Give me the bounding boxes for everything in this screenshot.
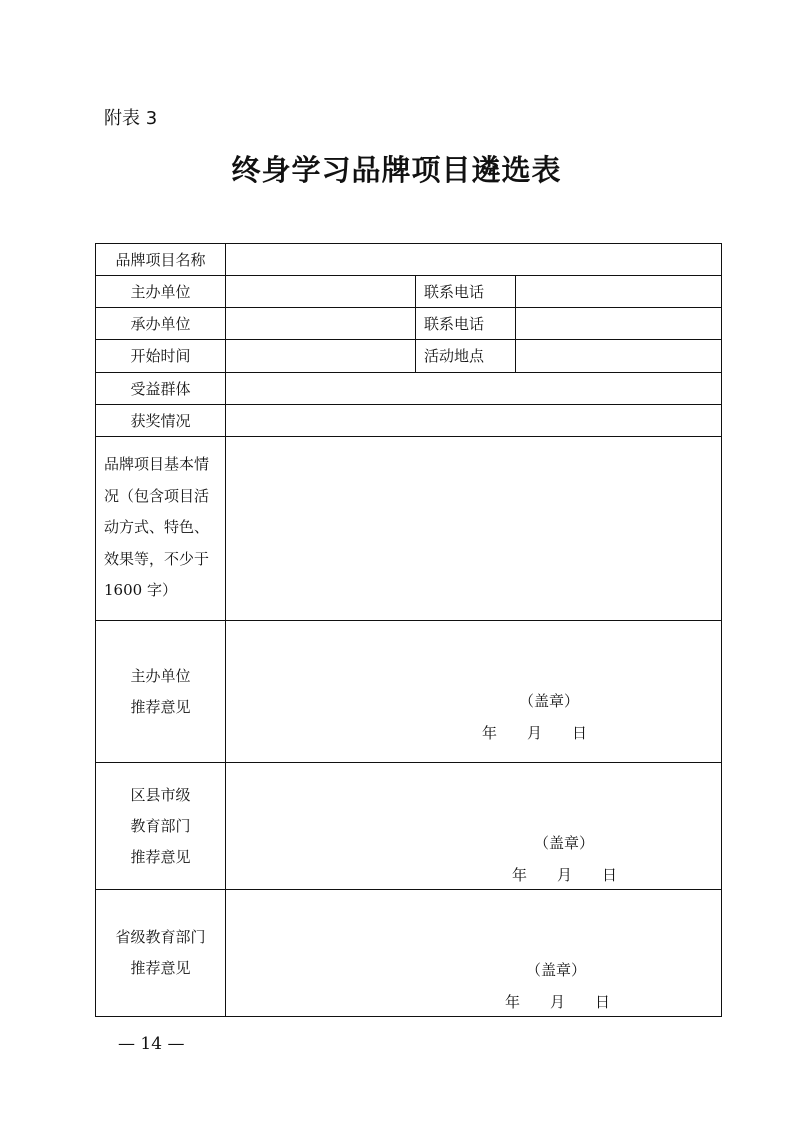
- beneficiary-field[interactable]: [225, 372, 722, 405]
- basic-info-line: 动方式、特色、: [104, 518, 210, 536]
- host-recommendation-field[interactable]: [225, 620, 722, 763]
- label-organizer-unit: 承办单位: [95, 307, 226, 340]
- label-awards: 获奖情况: [95, 404, 226, 437]
- label-start-time: 开始时间: [95, 339, 226, 373]
- page-title: 终身学习品牌项目遴选表: [231, 153, 562, 187]
- label-line: 省级教育部门: [115, 928, 206, 946]
- venue-field[interactable]: [515, 339, 722, 373]
- organizer-unit-field[interactable]: [225, 307, 416, 340]
- label-line: 教育部门: [130, 816, 191, 835]
- label-line: 主办单位: [130, 666, 191, 685]
- label-brand-name: 品牌项目名称: [95, 243, 226, 276]
- label-host-unit: 主办单位: [95, 275, 226, 308]
- label-line: 推荐意见: [130, 847, 191, 866]
- page-number: — 14 —: [118, 1034, 185, 1054]
- date-line: 年 月 日: [482, 724, 588, 742]
- start-time-field[interactable]: [225, 339, 416, 373]
- seal-text: （盖章）: [518, 692, 579, 710]
- label-venue: 活动地点: [415, 339, 516, 373]
- contact-phone-2-field[interactable]: [515, 307, 722, 340]
- label-contact-phone-1: 联系电话: [415, 275, 516, 308]
- date-line: 年 月 日: [512, 866, 618, 884]
- label-basic-info: [95, 436, 226, 621]
- provincial-recommendation-field[interactable]: [225, 889, 722, 1017]
- label-line: 区县市级: [130, 785, 191, 804]
- contact-phone-1-field[interactable]: [515, 275, 722, 308]
- seal-text: （盖章）: [533, 834, 594, 852]
- label-provincial-recommendation: [95, 889, 226, 1017]
- label-beneficiary: 受益群体: [95, 372, 226, 405]
- label-line: 推荐意见: [130, 959, 191, 977]
- basic-info-line: 品牌项目基本情: [104, 455, 210, 473]
- appendix-label: 附表 3: [104, 108, 158, 129]
- date-line: 年 月 日: [505, 993, 611, 1011]
- label-host-recommendation: [95, 620, 226, 763]
- basic-info-line: 况（包含项目活: [104, 486, 210, 505]
- district-recommendation-field[interactable]: [225, 762, 722, 890]
- awards-field[interactable]: [225, 404, 722, 437]
- brand-name-field[interactable]: [225, 243, 722, 276]
- seal-text: （盖章）: [525, 961, 586, 979]
- label-contact-phone-2: 联系电话: [415, 307, 516, 340]
- basic-info-line: 效果等，不少于: [104, 549, 210, 568]
- host-unit-field[interactable]: [225, 275, 416, 308]
- basic-info-field[interactable]: [225, 436, 722, 621]
- label-district-recommendation: [95, 762, 226, 890]
- basic-info-line: 1600 字）: [104, 581, 177, 599]
- label-line: 推荐意见: [130, 697, 191, 716]
